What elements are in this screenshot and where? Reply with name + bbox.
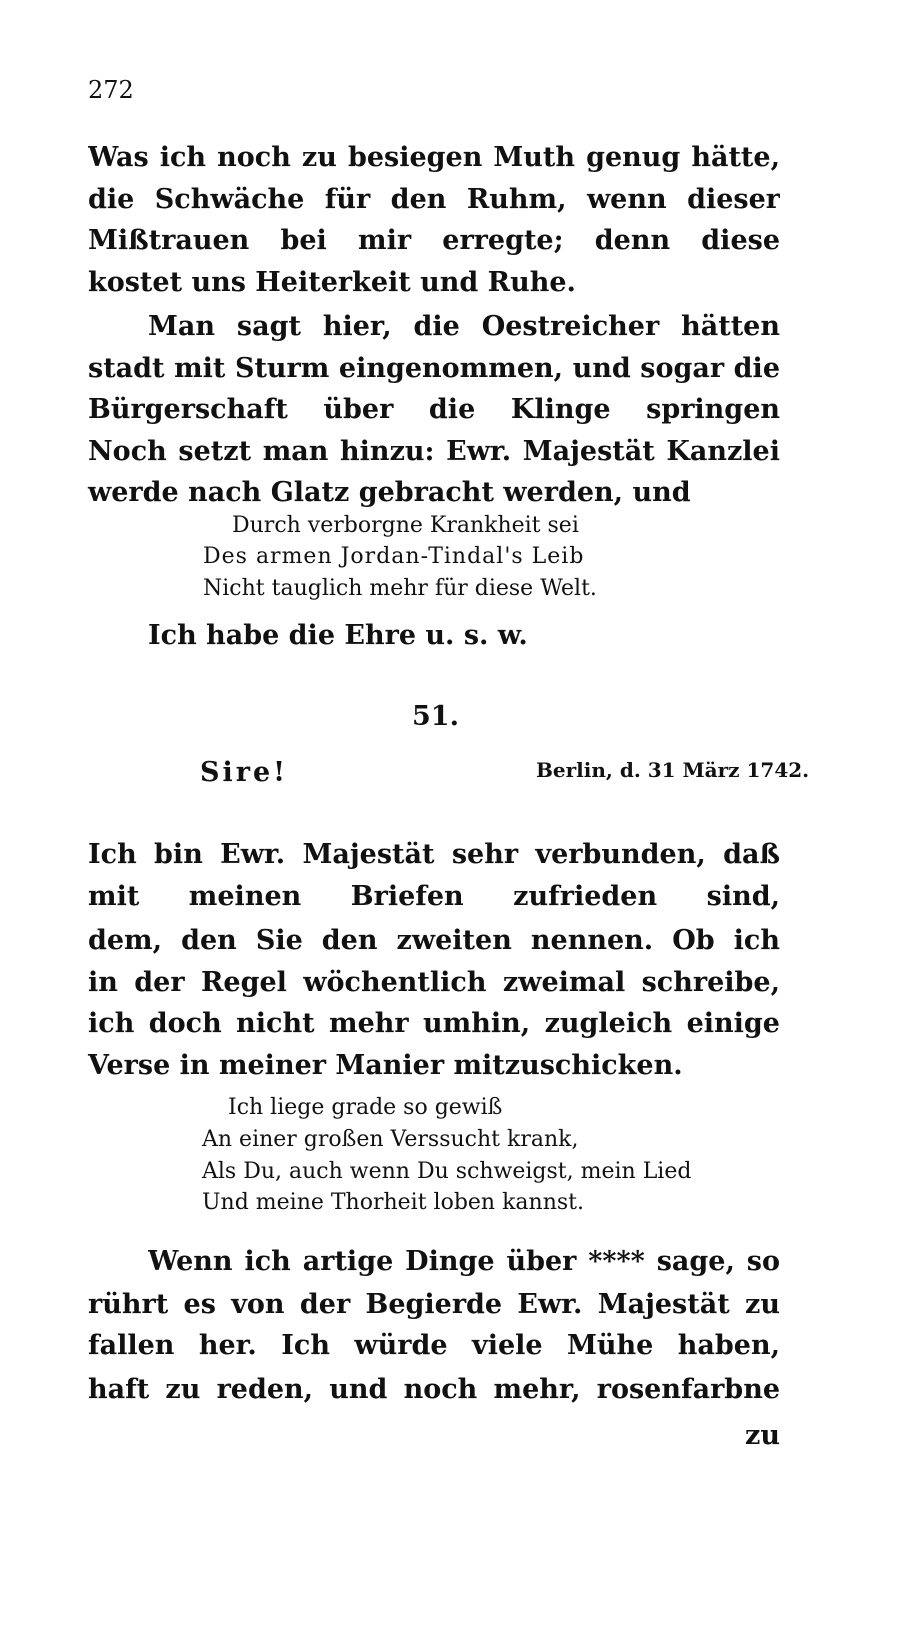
text-line: rührt es von der Begierde Ewr. Majestät zu <box>88 1289 780 1320</box>
verse-line: Nicht tauglich mehr für diese Welt. <box>203 576 597 601</box>
verse-line: Durch verborgne Krankheit sei <box>232 513 579 538</box>
salutation: Sire! <box>200 757 289 788</box>
text-line: stadt mit Sturm eingenommen, und sogar die <box>88 353 780 384</box>
text-line: in der Regel wöchentlich zweimal schreibe, <box>88 967 780 998</box>
text-line: kostet uns Heiterkeit und Ruhe. <box>88 267 576 298</box>
text-line: Wenn ich artige Dinge über **** sage, so <box>148 1246 780 1277</box>
text-line: Noch setzt man hinzu: Ewr. Majestät Kanzlei <box>88 436 780 467</box>
text-line: haft zu reden, und noch mehr, rosenfarbne <box>88 1374 780 1405</box>
text-line: Bürgerschaft über die Klinge springen <box>88 394 780 425</box>
verse-line: An einer großen Verssucht krank, <box>202 1127 579 1152</box>
catchword: zu <box>745 1420 780 1451</box>
text-line: werde nach Glatz gebracht werden, und <box>88 477 691 508</box>
verse-line: Des armen Jordan-Tindal's Leib <box>203 544 585 569</box>
text-line: Mißtrauen bei mir erregte; denn diese <box>88 225 780 256</box>
letter-number: 51. <box>412 701 459 732</box>
text-line: die Schwäche für den Ruhm, wenn dieser <box>88 184 780 215</box>
text-line: Verse in meiner Manier mitzuschicken. <box>88 1050 683 1081</box>
text-line: Man sagt hier, die Oestreicher hätten <box>148 311 780 342</box>
text-line: fallen her. Ich würde viele Mühe haben, <box>88 1330 780 1361</box>
dateline: Berlin, d. 31 März 1742. <box>536 758 810 782</box>
verse-line: Ich liege grade so gewiß <box>228 1095 503 1120</box>
page-number: 272 <box>88 76 134 104</box>
verse-line: Als Du, auch wenn Du schweigst, mein Lied <box>202 1159 692 1184</box>
verse-line: Und meine Thorheit loben kannst. <box>202 1190 585 1215</box>
text-line: dem, den Sie den zweiten nennen. Ob ich <box>88 925 780 956</box>
text-line: Ich bin Ewr. Majestät sehr verbunden, daß <box>88 839 780 870</box>
text-line: ich doch nicht mehr umhin, zugleich einige <box>88 1008 780 1039</box>
text-line: Was ich noch zu besiegen Muth genug hätte, <box>88 142 780 173</box>
closing-line: Ich habe die Ehre u. s. w. <box>148 620 528 651</box>
text-line: mit meinen Briefen zufrieden sind, <box>88 881 780 912</box>
